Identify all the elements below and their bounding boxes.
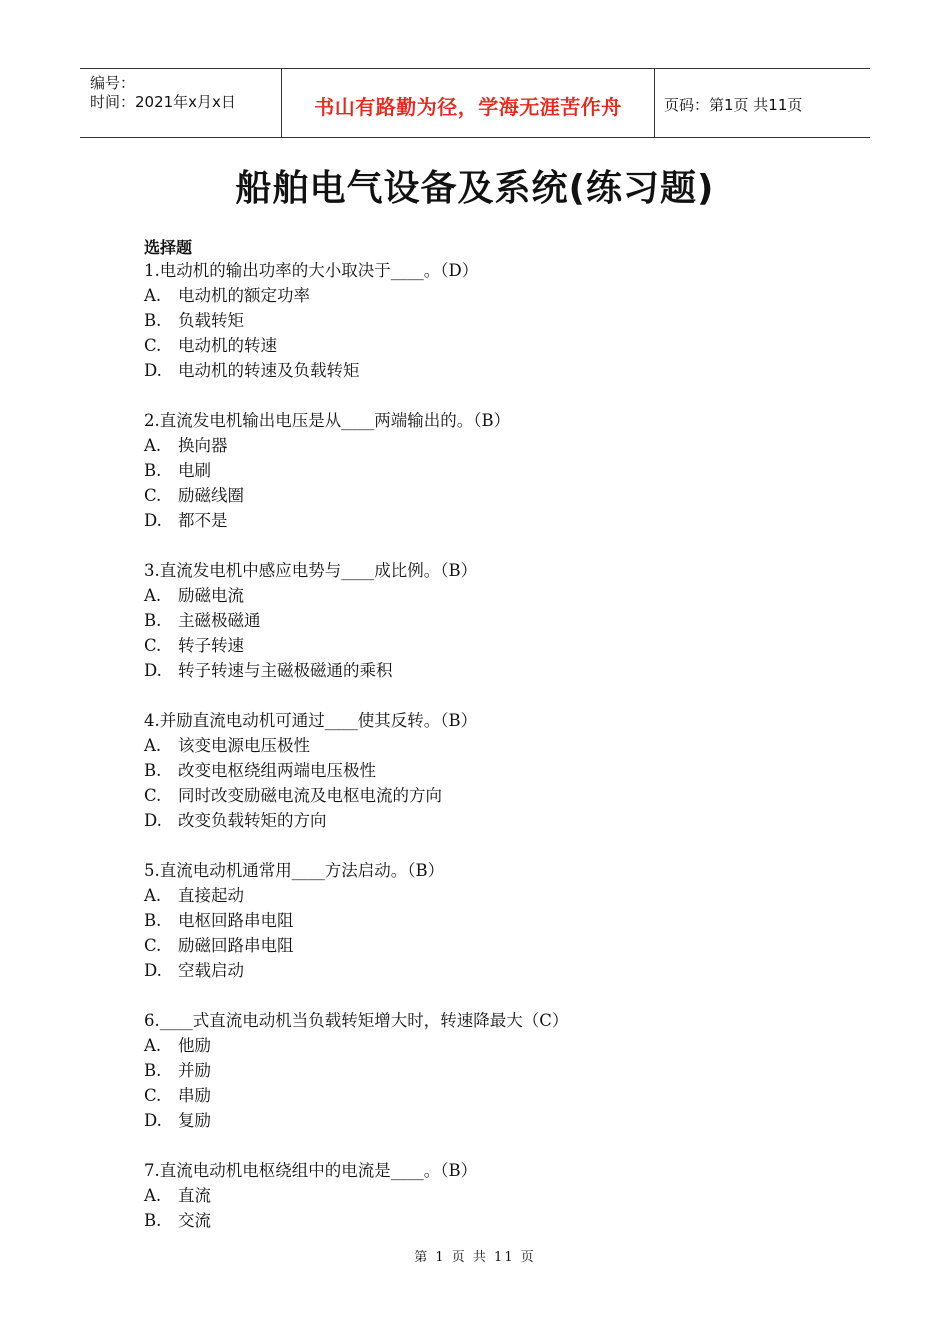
question-item [144, 858, 844, 983]
option-row [144, 508, 844, 533]
option-letter: C. [144, 486, 162, 505]
motto-text: 书山有路勤为径，学海无涯苦作舟 [314, 95, 622, 119]
option-letter: B. [144, 761, 162, 780]
option-letter: B. [144, 1211, 162, 1230]
option-letter: D. [144, 961, 162, 980]
option-text: 改变负载转矩的方向 [178, 811, 327, 830]
section-title: 选择题 [144, 238, 193, 257]
option-letter: B. [144, 1061, 162, 1080]
question-stem: 6.____式直流电动机当负载转矩增大时，转速降最大（C） [144, 1011, 569, 1030]
option-row [144, 1033, 844, 1058]
option-row [144, 733, 844, 758]
option-text: 改变电枢绕组两端电压极性 [178, 761, 376, 780]
question-item [144, 408, 844, 533]
option-text: 他励 [178, 1036, 211, 1055]
option-row [144, 433, 844, 458]
option-row [144, 483, 844, 508]
option-letter: D. [144, 811, 162, 830]
question-list [144, 258, 844, 1258]
header-motto-cell [281, 69, 655, 137]
option-letter: C. [144, 786, 162, 805]
option-letter: A. [144, 1036, 162, 1055]
option-text: 都不是 [178, 511, 228, 530]
option-letter: C. [144, 636, 162, 655]
option-letter: D. [144, 661, 162, 680]
option-text: 电动机的转速及负载转矩 [178, 361, 360, 380]
option-row [144, 933, 844, 958]
question-item [144, 258, 844, 383]
option-letter: A. [144, 586, 162, 605]
option-letter: A. [144, 736, 162, 755]
option-row [144, 1083, 844, 1108]
option-row [144, 583, 844, 608]
question-stem: 7.直流电动机电枢绕组中的电流是____。（B） [144, 1161, 478, 1180]
option-text: 直流 [178, 1186, 211, 1205]
option-letter: B. [144, 611, 162, 630]
option-row [144, 783, 844, 808]
option-letter: D. [144, 1111, 162, 1130]
page-footer: 第 1 页 共 11 页 [414, 1250, 536, 1265]
option-letter: C. [144, 936, 162, 955]
serial-label: 编号： [90, 74, 136, 92]
option-letter: A. [144, 1186, 162, 1205]
option-text: 电枢回路串电阻 [178, 911, 294, 930]
question-item [144, 1158, 844, 1233]
option-text: 直接起动 [178, 886, 244, 905]
option-row [144, 283, 844, 308]
option-text: 转子转速与主磁极磁通的乘积 [178, 661, 393, 680]
option-letter: B. [144, 461, 162, 480]
option-text: 主磁极磁通 [178, 611, 261, 630]
option-text: 负载转矩 [178, 311, 244, 330]
option-text: 交流 [178, 1211, 211, 1230]
option-text: 空载启动 [178, 961, 244, 980]
option-row [144, 308, 844, 333]
option-letter: D. [144, 361, 162, 380]
option-text: 电动机的额定功率 [178, 286, 310, 305]
option-row [144, 1183, 844, 1208]
option-row [144, 808, 844, 833]
option-text: 并励 [178, 1061, 211, 1080]
option-text: 励磁线圈 [178, 486, 244, 505]
header-page-cell [654, 69, 870, 137]
option-letter: D. [144, 511, 162, 530]
document-title: 船舶电气设备及系统(练习题) [235, 168, 715, 209]
option-row [144, 358, 844, 383]
page-label: 页码：第1页 共11页 [664, 96, 803, 114]
option-row [144, 1058, 844, 1083]
option-text: 串励 [178, 1086, 211, 1105]
option-text: 电动机的转速 [178, 336, 277, 355]
option-row [144, 758, 844, 783]
question-stem: 3.直流发电机中感应电势与____成比例。（B） [144, 561, 478, 580]
option-text: 励磁电流 [178, 586, 244, 605]
option-text: 同时改变励磁电流及电枢电流的方向 [178, 786, 442, 805]
option-row [144, 658, 844, 683]
option-letter: C. [144, 336, 162, 355]
option-row [144, 883, 844, 908]
option-text: 励磁回路串电阻 [178, 936, 294, 955]
header-table [80, 68, 870, 138]
option-row [144, 958, 844, 983]
option-text: 换向器 [178, 436, 228, 455]
header-info-cell [80, 69, 280, 137]
question-item [144, 1008, 844, 1133]
question-stem: 4.并励直流电动机可通过____使其反转。（B） [144, 711, 478, 730]
option-text: 复励 [178, 1111, 211, 1130]
option-row [144, 633, 844, 658]
option-row [144, 608, 844, 633]
option-letter: A. [144, 436, 162, 455]
question-item [144, 708, 844, 833]
option-text: 电刷 [178, 461, 211, 480]
option-text: 该变电源电压极性 [178, 736, 310, 755]
option-row [144, 1208, 844, 1233]
question-stem: 5.直流电动机通常用____方法启动。（B） [144, 861, 445, 880]
option-row [144, 908, 844, 933]
option-text: 转子转速 [178, 636, 244, 655]
option-letter: A. [144, 886, 162, 905]
time-label: 时间：2021年x月x日 [90, 93, 236, 111]
option-letter: A. [144, 286, 162, 305]
option-letter: B. [144, 311, 162, 330]
option-row [144, 458, 844, 483]
option-letter: C. [144, 1086, 162, 1105]
question-stem: 2.直流发电机输出电压是从____两端输出的。（B） [144, 411, 511, 430]
question-item [144, 558, 844, 683]
question-stem: 1.电动机的输出功率的大小取决于____。（D） [144, 261, 479, 280]
option-letter: B. [144, 911, 162, 930]
option-row [144, 1108, 844, 1133]
option-row [144, 333, 844, 358]
